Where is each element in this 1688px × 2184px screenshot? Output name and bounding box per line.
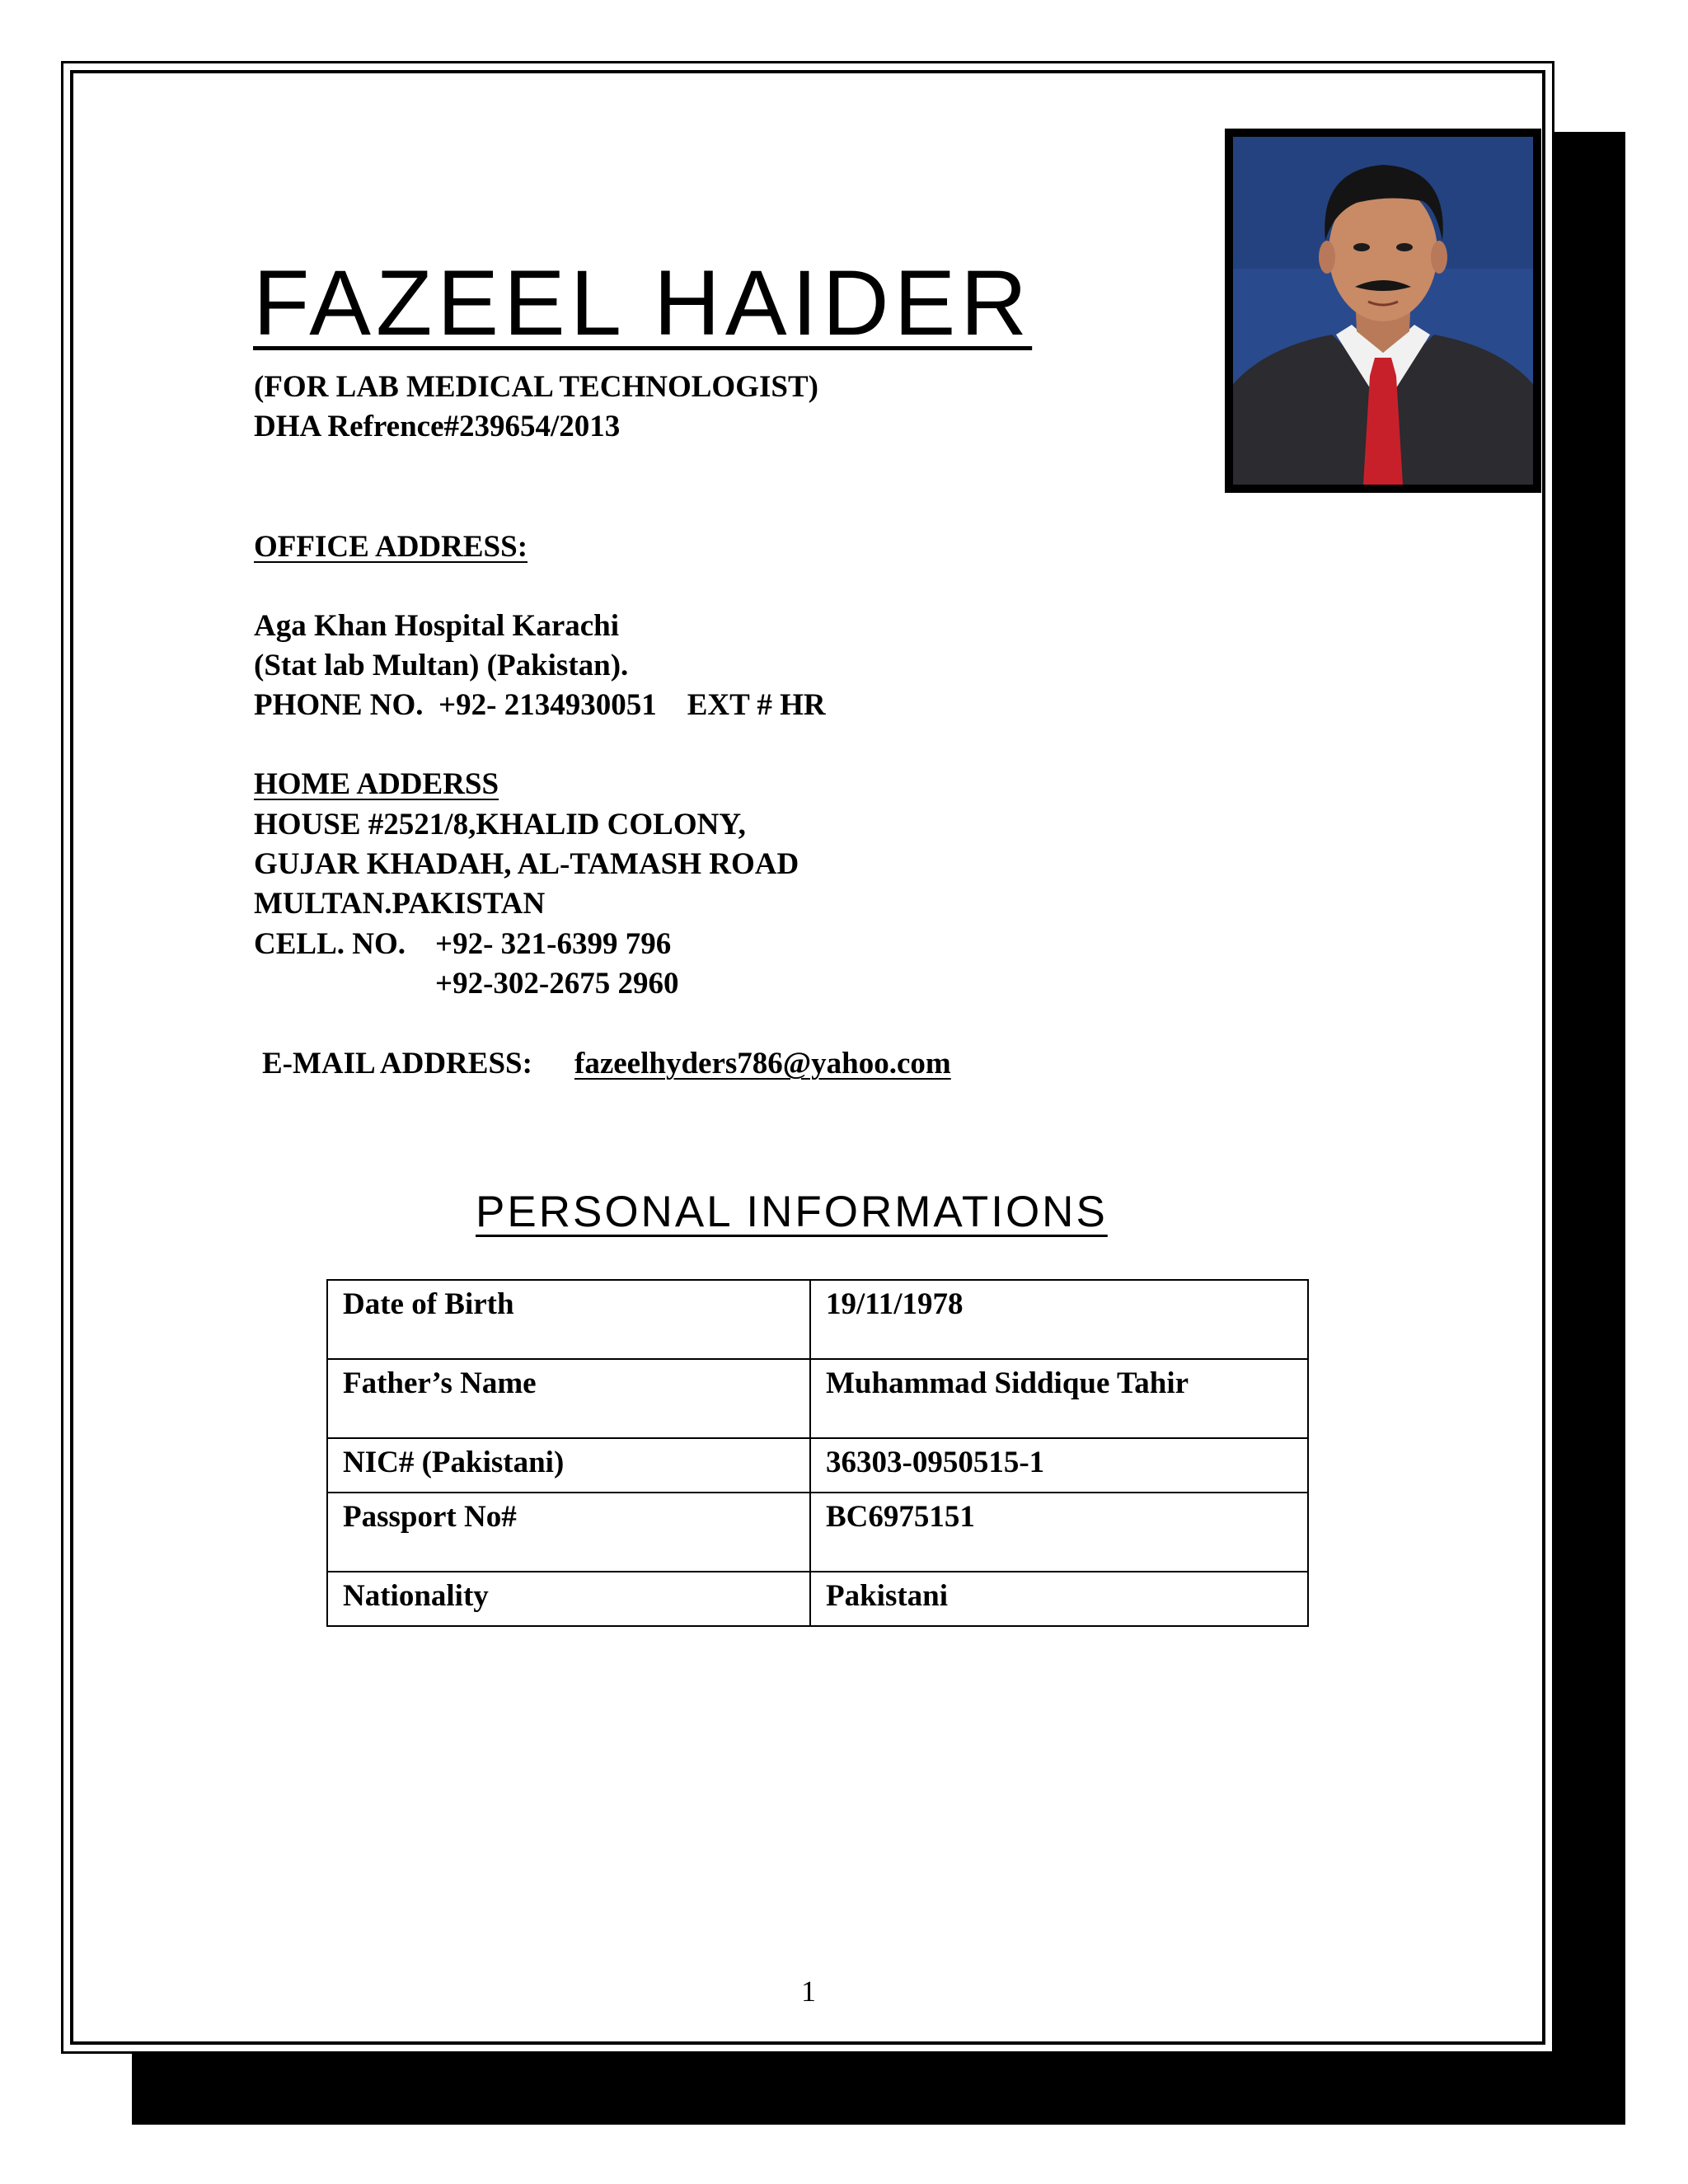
passport-value: BC6975151 [810,1493,1308,1572]
dob-label: Date of Birth [327,1280,810,1359]
cell-number-label: CELL. NO. [254,927,406,961]
nationality-value: Pakistani [810,1572,1308,1626]
office-address-line-2: (Stat lab Multan) (Pakistan). [254,649,629,682]
cell-number-1: +92- 321-6399 796 [435,927,672,961]
personal-info-title: PERSONAL INFORMATIONS [476,1188,1108,1236]
home-address-line-1: HOUSE #2521/8,KHALID COLONY, [254,808,746,841]
home-address-line-2: GUJAR KHADAH, AL-TAMASH ROAD [254,847,799,881]
passport-label: Passport No# [327,1493,810,1572]
father-name-value: Muhammad Siddique Tahir [810,1359,1308,1438]
dob-value: 19/11/1978 [810,1280,1308,1359]
nationality-label: Nationality [327,1572,810,1626]
cell-number-2: +92-302-2675 2960 [435,967,679,1001]
father-name-label: Father’s Name [327,1359,810,1438]
table-row [327,1359,1308,1438]
dha-reference: DHA Refrence#239654/2013 [254,410,621,443]
email-link[interactable]: fazeelhyders786@yahoo.com [574,1047,951,1080]
office-address-line-1: Aga Khan Hospital Karachi [254,609,620,643]
nic-label: NIC# (Pakistani) [327,1438,810,1493]
profile-photo [1225,129,1541,493]
nic-value: 36303-0950515-1 [810,1438,1308,1493]
table-row [327,1572,1308,1626]
table-row [327,1280,1308,1359]
table-row [327,1493,1308,1572]
home-address-heading: HOME ADDERSS [254,767,499,801]
office-phone: PHONE NO. +92- 2134930051 EXT # HR [254,688,826,722]
candidate-name: FAZEEL HAIDER [253,251,1033,354]
position-title: (FOR LAB MEDICAL TECHNOLOGIST) [254,370,818,404]
email-label: E-MAIL ADDRESS: [262,1047,532,1080]
home-address-line-3: MULTAN.PAKISTAN [254,887,546,921]
office-address-heading: OFFICE ADDRESS: [254,530,528,564]
page-number: 1 [801,1975,816,2008]
personal-info-table [326,1279,1309,1627]
table-row [327,1438,1308,1493]
